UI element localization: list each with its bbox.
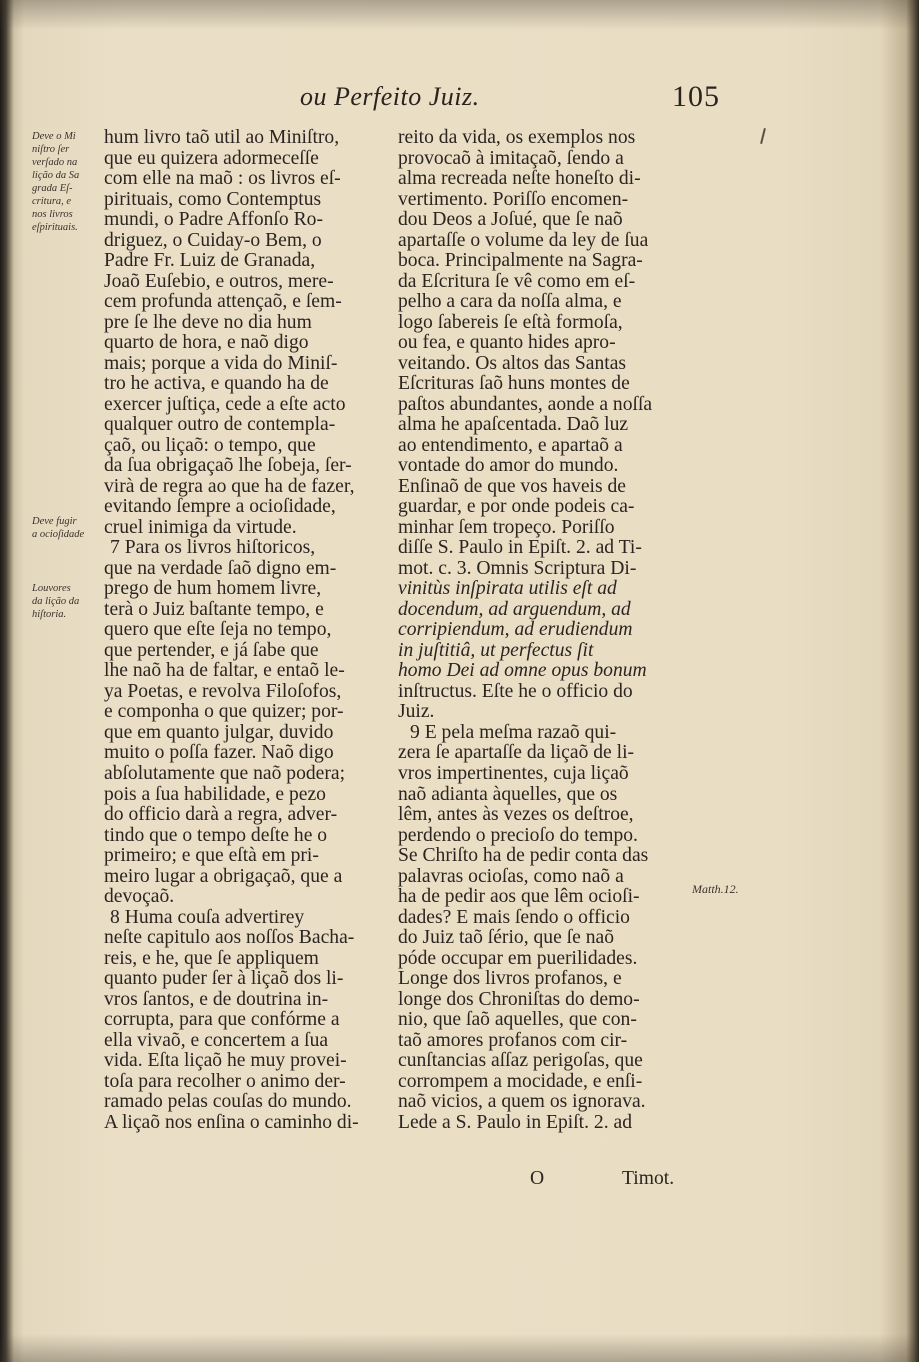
text-line: pre ſe lhe deve no dia hum: [104, 311, 312, 333]
margin-note-line: da lição da: [32, 596, 80, 607]
paragraph-start-9: 9 E pela meſma razaõ qui-: [410, 721, 617, 743]
margin-note-history: [32, 582, 112, 621]
text-line: nio, que ſaõ aquelles, que con-: [398, 1009, 637, 1031]
page-header: [300, 78, 720, 118]
text-line: prego de hum homem livre,: [104, 578, 322, 600]
margin-note-scripture: [32, 130, 112, 234]
text-line: Juiz.: [398, 701, 435, 723]
right-column: [398, 128, 698, 1133]
text-line: exercer juſtiça, cede a eſte acto: [104, 393, 346, 415]
text-line: Eſcrituras ſaõ huns montes de: [398, 373, 630, 395]
text-line: cruel inimiga da virtude.: [104, 516, 297, 538]
text-line: longe dos Chroniſtas do demo-: [398, 988, 640, 1010]
text-line: pois a ſua habilidade, e pezo: [104, 783, 326, 805]
text-line: driguez, o Cuiday-o Bem, o: [104, 229, 322, 251]
margin-note-line: hiſtoria.: [32, 609, 67, 620]
text-line: corrupta, para que confórme a: [104, 1009, 340, 1031]
left-column: [104, 128, 396, 1133]
margin-note-idleness: [32, 515, 112, 541]
text-line: tindo que o tempo deſte he o: [104, 824, 328, 846]
text-line: provocaõ à imitaçaõ, ſendo a: [398, 147, 624, 169]
text-line: Se Chriſto ha de pedir conta das: [398, 845, 649, 867]
text-line: ha de pedir aos que lêm ocioſi-: [398, 886, 640, 908]
text-line: devoçaõ.: [104, 886, 175, 908]
margin-note-line: nos livros: [32, 209, 73, 220]
text-line: que pertender, e já ſabe que: [104, 639, 319, 661]
text-line: cem profunda attençaõ, e ſem-: [104, 291, 342, 313]
text-line: abſolutamente que naõ podera;: [104, 762, 346, 784]
ink-mark: [760, 128, 766, 144]
text-line: neſte capitulo aos noſſos Bacha-: [104, 927, 355, 949]
catchword: Timot.: [622, 1168, 675, 1189]
margin-note-line: grada Eſ-: [32, 183, 73, 194]
text-line: primeiro; e que eſtà em pri-: [104, 845, 319, 867]
page-number: 105: [672, 80, 720, 113]
text-line: minhar ſem tropeço. Poriſſo: [398, 516, 615, 538]
text-line: diſſe S. Paulo in Epiſt. 2. ad Ti-: [398, 537, 642, 559]
text-line: vontade do amor do mundo.: [398, 455, 619, 477]
margin-note-line: Louvores: [32, 583, 71, 594]
text-line: terà o Juiz baſtante tempo, e: [104, 598, 324, 620]
text-line: zera ſe apartaſſe da liçaõ de li-: [398, 742, 635, 764]
text-line: tro he activa, e quando ha de: [104, 373, 329, 395]
text-line: inſtructus. Eſte he o officio do: [398, 680, 633, 702]
text-line: pelho a cara da noſſa alma, e: [398, 291, 622, 313]
text-line: naõ adianta àquelles, que os: [398, 783, 618, 805]
text-line: e componha o que quizer; por-: [104, 701, 344, 723]
text-line: Joaõ Euſebio, e outros, mere-: [104, 270, 334, 292]
paragraph-start-8: 8 Huma couſa advertirey: [110, 906, 305, 928]
text-line: que na verdade ſaõ digno em-: [104, 557, 337, 579]
margin-note-line: lição da Sa: [32, 170, 80, 181]
margin-note-matthew: Matth.12.: [692, 882, 739, 896]
text-line: taõ amores profanos com cir-: [398, 1029, 628, 1051]
margin-note-line: a ocioſidade: [32, 529, 85, 540]
text-line: Enſinaõ de que vos haveis de: [398, 475, 626, 497]
text-line: da ſua obrigaçaõ lhe ſobeja, ſer-: [104, 455, 352, 477]
text-line: logo ſabereis ſe eſtà formoſa,: [398, 311, 623, 333]
text-line: toſa para recolher o animo der-: [104, 1070, 346, 1092]
text-line: do Juiz taõ ſério, que ſe naõ: [398, 927, 615, 949]
text-line: A liçaõ nos enſina o caminho di-: [104, 1111, 359, 1133]
text-line: ou fea, e quanto hides apro-: [398, 332, 616, 354]
margin-note-line: critura, e: [32, 196, 72, 207]
text-line: Longe dos livros profanos, e: [398, 968, 622, 990]
text-line: dou Deos a Joſué, que ſe naõ: [398, 209, 623, 231]
latin-quote-line: homo Dei ad omne opus bonum: [398, 660, 647, 682]
text-line: muito o poſſa fazer. Naõ digo: [104, 742, 334, 764]
text-line: quero que eſte ſeja no tempo,: [104, 619, 332, 641]
text-line: Padre Fr. Luiz de Granada,: [104, 250, 316, 272]
text-line: lhe naõ ha de faltar, e entaõ le-: [104, 660, 345, 682]
text-line: hum livro taõ util ao Miniſtro,: [104, 127, 340, 148]
text-line: quanto puder ſer à liçaõ dos li-: [104, 968, 344, 990]
text-line: cunſtancias aſſaz perigoſas, que: [398, 1050, 643, 1072]
text-line: ya Poetas, e revolva Filoſofos,: [104, 680, 342, 702]
text-line: mundi, o Padre Affonſo Ro-: [104, 209, 323, 231]
text-line: ao entendimento, e apartaõ a: [398, 434, 623, 456]
text-line: pirituais, como Contemptus: [104, 188, 322, 210]
text-line: çaõ, ou liçaõ: o tempo, que: [104, 434, 316, 456]
text-line: boca. Principalmente na Sagra-: [398, 250, 643, 272]
margin-note-line: eſpirituais.: [32, 222, 78, 233]
latin-quote-line: vinitùs inſpirata utilis eſt ad: [398, 578, 617, 600]
text-line: paſtos abundantes, aonde a noſſa: [398, 393, 653, 415]
text-line: vros ſantos, e de doutrina in-: [104, 988, 329, 1010]
text-line: vida. Eſta liçaõ he muy provei-: [104, 1050, 347, 1072]
latin-quote-line: in juſtitiâ, ut perfectus ſit: [398, 639, 594, 661]
margin-note-line: Deve fugir: [32, 516, 77, 527]
text-line: mais; porque a vida do Miniſ-: [104, 352, 338, 374]
text-line: palavras ocioſas, como naõ a: [398, 865, 624, 887]
text-line: ella vivaõ, e concertem a ſua: [104, 1029, 329, 1051]
latin-quote-line: docendum, ad arguendum, ad: [398, 598, 631, 620]
text-line: veitando. Os altos das Santas: [398, 352, 627, 374]
text-line: virà de regra ao que ha de fazer,: [104, 475, 355, 497]
text-line: do officio darà a regra, adver-: [104, 804, 338, 826]
text-line: reis, e he, que ſe appliquem: [104, 947, 319, 969]
latin-quote-line: corripiendum, ad erudiendum: [398, 619, 633, 641]
margin-note-line: Deve o Mi: [32, 131, 76, 142]
text-line: Lede a S. Paulo in Epiſt. 2. ad: [398, 1111, 632, 1133]
margin-note-line: niſtro ſer: [32, 144, 70, 155]
text-line: guardar, e por onde podeis ca-: [398, 496, 635, 518]
text-line: que em quanto julgar, duvido: [104, 721, 334, 743]
text-line: perdendo o precioſo do tempo.: [398, 824, 638, 846]
text-line: evitando ſempre a ocioſidade,: [104, 496, 336, 518]
text-line: ramado pelas couſas do mundo.: [104, 1091, 352, 1113]
margin-note-line: verſado na: [32, 157, 78, 168]
text-line: alma he apaſcentada. Daõ luz: [398, 414, 629, 436]
text-line: qualquer outro de contempla-: [104, 414, 336, 436]
text-line: quarto de hora, e naõ digo: [104, 332, 309, 354]
text-line: alma recreada neſte honeſto di-: [398, 168, 641, 190]
text-line: meiro lugar a obrigaçaõ, que a: [104, 865, 343, 887]
paragraph-start-7: 7 Para os livros hiſtoricos,: [110, 537, 316, 559]
running-head: ou Perfeito Juiz.: [300, 82, 480, 111]
text-line: que eu quizera adormeceſſe: [104, 147, 319, 169]
text-line: lêm, antes às vezes os deſtroe,: [398, 804, 634, 826]
text-line: póde occupar em puerilidades.: [398, 947, 638, 969]
text-line: dades? E mais ſendo o officio: [398, 906, 630, 928]
text-line: naõ vicios, a quem os ignorava.: [398, 1091, 646, 1113]
text-line: vros impertinentes, cuja liçaõ: [398, 762, 629, 784]
text-line: da Eſcritura ſe vê como em eſ-: [398, 270, 636, 292]
text-line: apartaſſe o volume da ley de ſua: [398, 229, 649, 251]
text-line: com elle na maõ : os livros eſ-: [104, 168, 341, 190]
text-line: corrompem a mocidade, e enſi-: [398, 1070, 643, 1092]
text-line: vertimento. Poriſſo encomen-: [398, 188, 629, 210]
text-line: mot. c. 3. Omnis Scriptura Di-: [398, 557, 637, 579]
signature-mark: O: [530, 1168, 545, 1189]
text-line: reito da vida, os exemplos nos: [398, 127, 636, 148]
